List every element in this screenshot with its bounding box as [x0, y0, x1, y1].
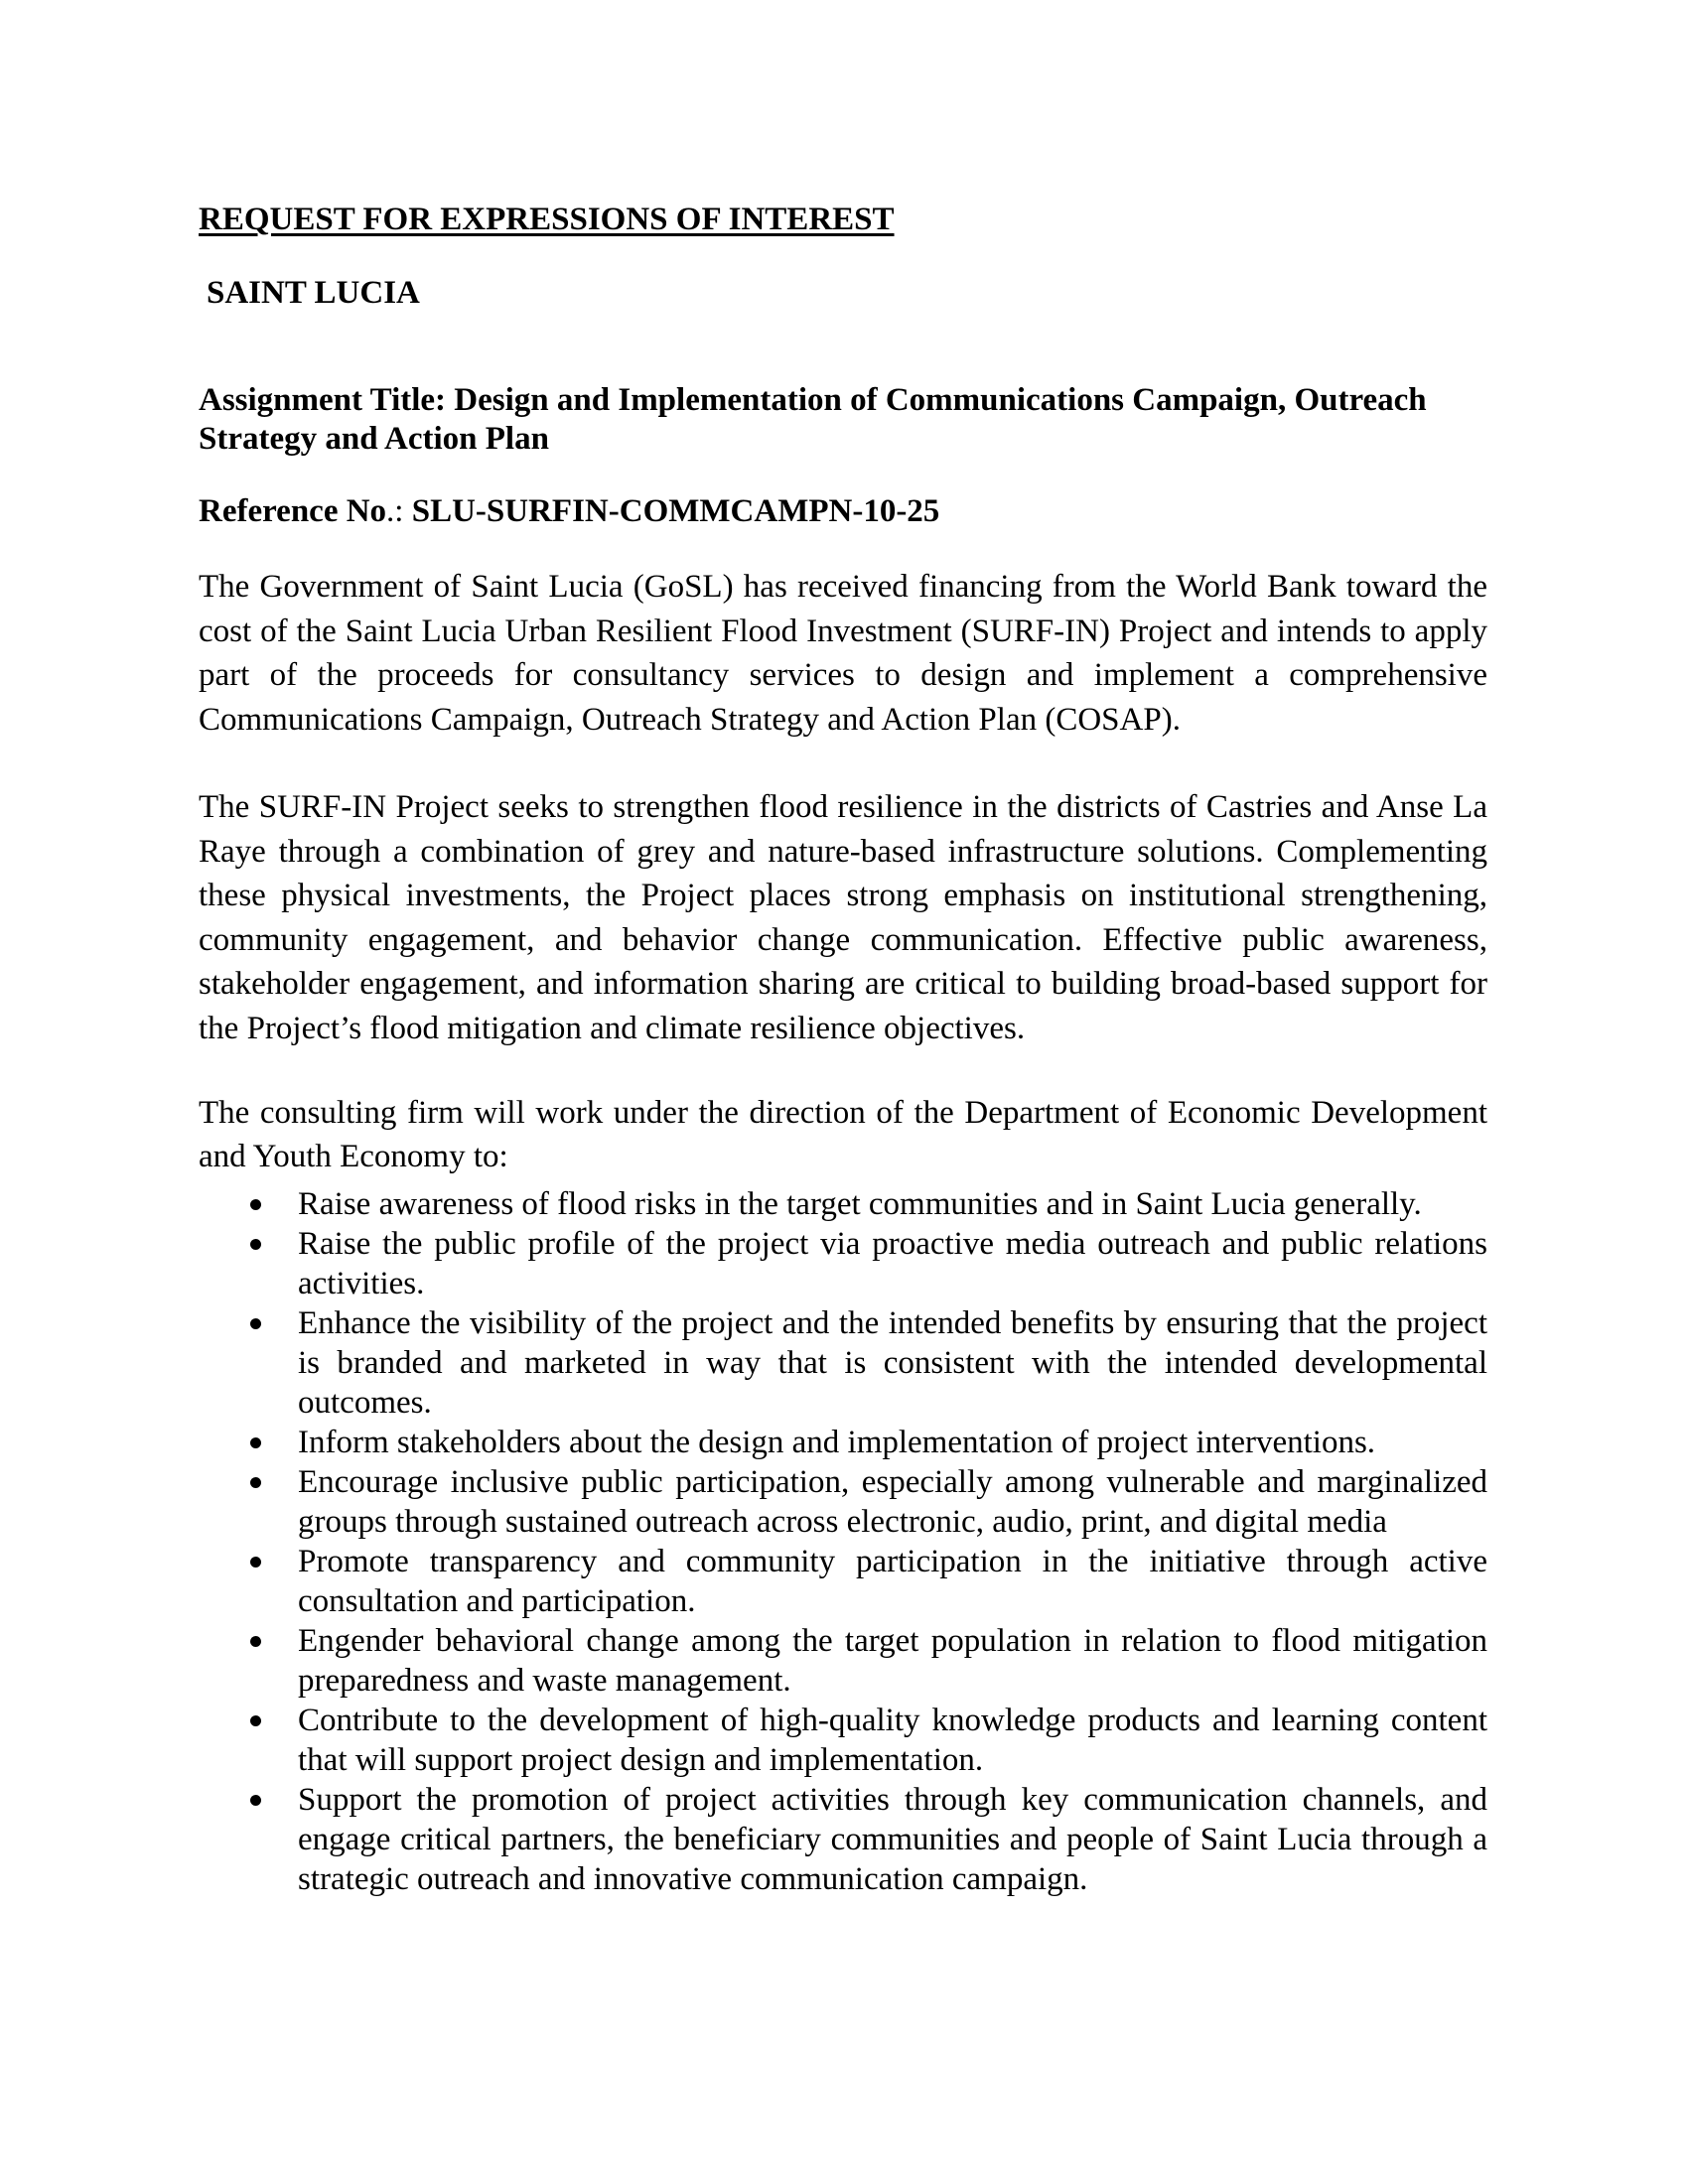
- list-item: [199, 1780, 1487, 1899]
- bullet-icon: [250, 1636, 261, 1647]
- list-item-text: Encourage inclusive public participation, especially among vulnerable and marginalized groups through sustained outreach across electronic, audio, print, and digital media: [298, 1464, 1487, 1540]
- country-heading: SAINT LUCIA: [207, 275, 420, 311]
- bullet-icon: [250, 1437, 261, 1448]
- list-item: [199, 1621, 1487, 1701]
- list-item: [199, 1423, 1487, 1462]
- list-item-text: Inform stakeholders about the design and implementation of project interventions.: [298, 1425, 1376, 1460]
- bullet-icon: [250, 1239, 261, 1250]
- list-item: [199, 1701, 1487, 1780]
- bullet-icon: [250, 1477, 261, 1488]
- list-item: [199, 1462, 1487, 1542]
- list-item-text: Raise the public profile of the project via proactive media outreach and public relations activities.: [298, 1226, 1487, 1301]
- list-item: [199, 1542, 1487, 1621]
- bullet-icon: [250, 1795, 261, 1806]
- list-item-text: Contribute to the development of high-quality knowledge products and learning content that will support project design and implementation.: [298, 1703, 1487, 1778]
- list-item: [199, 1224, 1487, 1303]
- list-item-text: Raise awareness of flood risks in the target communities and in Saint Lucia generally.: [298, 1186, 1422, 1222]
- list-item-text: Enhance the visibility of the project and the intended benefits by ensuring that the project is branded and marketed in way that is consistent with the intended developmental outcomes.: [298, 1305, 1487, 1421]
- bullet-icon: [250, 1715, 261, 1726]
- reference-label: Reference No: [199, 493, 387, 529]
- list-item-text: Engender behavioral change among the target population in relation to flood mitigation preparedness and waste management.: [298, 1623, 1487, 1699]
- list-item-text: Promote transparency and community participation in the initiative through active consultation and participation.: [298, 1544, 1487, 1619]
- bullet-icon: [250, 1557, 261, 1568]
- list-item-text: Support the promotion of project activities through key communication channels, and engage critical partners, the beneficiary communities and people of Saint Lucia through a strategic outreach and innovative communication campaign.: [298, 1782, 1487, 1897]
- document-title: REQUEST FOR EXPRESSIONS OF INTEREST: [199, 202, 895, 237]
- bullet-icon: [250, 1199, 261, 1210]
- paragraph-financing: The Government of Saint Lucia (GoSL) has received financing from the World Bank toward the cost of the Saint Lucia Urban Resilient Flood Investment (SURF-IN) Project and intends to apply part of the proceeds for consultancy services to design and implement a comprehensive Communications Campaign, Outreach Strategy and Action Plan (COSAP).: [199, 569, 1487, 738]
- list-item: [199, 1303, 1487, 1423]
- list-item: [199, 1184, 1487, 1224]
- assignment-title: Assignment Title: Design and Implementation of Communications Campaign, Outreach Strategy and Action Plan: [199, 382, 1427, 457]
- reference-number: [199, 492, 939, 530]
- objectives-list: [199, 1184, 1487, 1899]
- paragraph-project-description: The SURF-IN Project seeks to strengthen flood resilience in the districts of Castries and Anse La Raye through a combination of grey and nature-based infrastructure solutions. Complementing these physical investments, the Project places strong emphasis on institutional strengthening, community engagement, and behavior change communication. Effective public awareness, stakeholder engagement, and information sharing are critical to building broad-based support for the Project’s flood mitigation and climate resilience objectives.: [199, 789, 1487, 1046]
- bullet-icon: [250, 1318, 261, 1329]
- paragraph-consultant-direction: The consulting firm will work under the direction of the Department of Economic Development and Youth Economy to:: [199, 1095, 1487, 1174]
- reference-value: SLU-SURFIN-COMMCAMPN-10-25: [411, 493, 940, 529]
- reference-separator: .:: [386, 493, 412, 529]
